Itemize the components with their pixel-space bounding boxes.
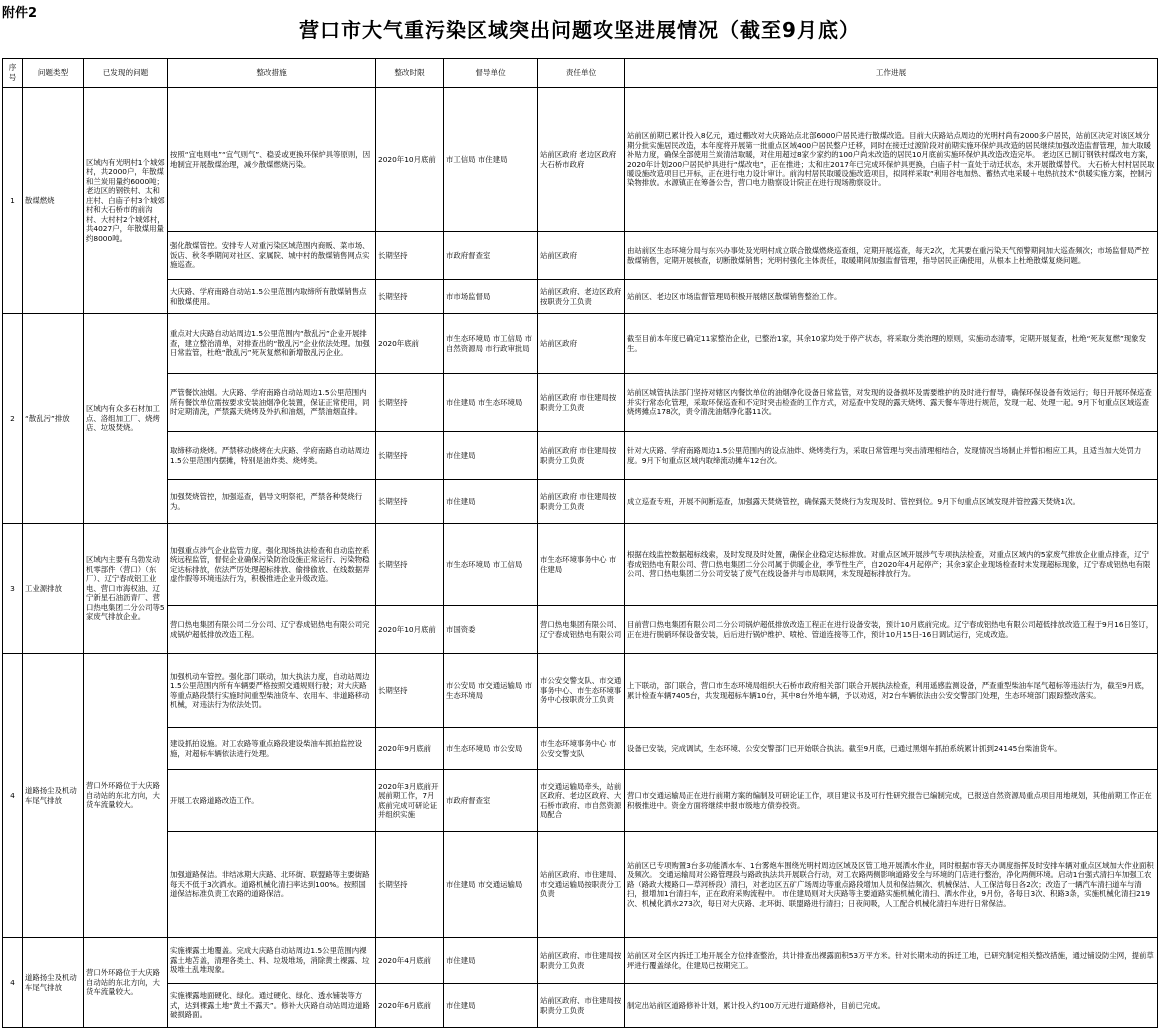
work-progress: 站前区城管执法部门坚持对辖区内餐饮单位的油烟净化设备日常监管，对发现的设备损坏及需要维护的及时进行督导，确保环保设备有效运行；每日开展环保巡查并实行常态化管理，采取环保巡查和不定时突击检查的工作方式，对巡查中发现的露天烧烤、露天餐车等进行规范，发现一起、处理一起。9月下旬重点区域巡查烧烤摊点178次，责令清洗油烟净化器11次。 <box>625 374 1158 432</box>
supervisor-unit: 市国资委 <box>444 606 538 654</box>
rectify-measure: 加强焚烧管控，加强巡查，倡导文明祭祀，严禁各种焚烧行为。 <box>168 480 376 524</box>
work-progress: 营口市交通运输局正在进行前期方案的编制及可研论证工作，项目建议书及可行性研究报告已编制完成，已报送自然资源局重点项目用地规划，其他前期工作正在积极推进中。资金方面将继续申报市级地方债券投资。 <box>625 770 1158 832</box>
deadline: 长期坚持 <box>376 374 444 432</box>
rectify-measure: 加强重点涉气企业监管力度。强化现场执法检查和自动监控系统远程监管，督促企业确保污染防治设施正常运行、污染物稳定达标排放，依法严厉处理超标排放、偷排偷放、在线数据弄虚作假等环境违法行为，积极推进企业升级改造。 <box>168 524 376 606</box>
table-row <box>3 314 1158 374</box>
header-type: 问题类型 <box>23 59 84 88</box>
attachment-label: 附件2 <box>2 6 38 21</box>
problem-type: “散乱污”排放 <box>23 314 84 524</box>
document-title: 营口市大气重污染区域突出问题攻坚进展情况（截至9月底） <box>299 18 860 42</box>
responsible-unit: 站前区政府 市住建局按职责分工负责 <box>538 374 625 432</box>
table-row <box>3 728 1158 770</box>
rectify-measure: 加强道路保洁。非结冰期大庆路、北环街、联盟路等主要街路每天不低于3次洒水。道路机械化清扫率达到100%。按照国道保洁标准负责工农路的道路保洁。 <box>168 832 376 938</box>
problem-type: 道路扬尘及机动车尾气排放 <box>23 938 84 1028</box>
table-row <box>3 832 1158 938</box>
deadline: 2020年底前 <box>376 314 444 374</box>
deadline: 2020年9月底前 <box>376 728 444 770</box>
work-progress: 站前区已专项购置3台多功能洒水车、1台雾炮车围绕光明村周边区域及区管工地开展洒水作业，同时根据市容天办调度指挥及时安排车辆对重点区域加大作业面积及频次。 交通运输局对公路管理段与路政执法共开展联合行动，对工农路两侧影响道路安全与环境的门店进行整治，净化两侧环境。启动1台强式清扫车加强工农路（路政大楼路口—草河桥段）清扫，对老边区五矿广场周边等重点路段增加人员和保洁频次、机械保洁、人工保洁每日各2次；改造了一辆汽车清扫道车与清扫，报增加1台清扫车，正在政府采购流程中。 市住建局则对大庆路等主要道路实施机械化清扫、洒水作业，9月份，各每日3次、积路3条，实施机械化清扫219次、机械化洒水273次，每日对大庆路、北环街、联盟路进行清扫；日夜间吸，人工配合机械化清扫车进行日常保洁。 <box>625 832 1158 938</box>
deadline: 长期坚持 <box>376 232 444 280</box>
work-progress: 上下联动，部门联合，营口市生态环境局组织大石桥市政府相关部门联合开展执法检查，利用遥感监测设备，严查重型柴油车尾气超标等违法行为，截至9月底，累计检查车辆7405台，共发现超标车辆10台，其中8台外地车辆，予以劝返，对2台车辆依法由公安交警部门处理，生态环境部门跟踪整改落实。 <box>625 654 1158 728</box>
supervisor-unit: 市住建局 市交通运输局 <box>444 832 538 938</box>
found-problem: 营口外环路位于大庆路自动站的东北方向，大货车流量较大。 <box>84 654 168 938</box>
deadline: 2020年3月底前开展前期工作，7月底前完成可研论证并组织实施 <box>376 770 444 832</box>
deadline: 长期坚持 <box>376 280 444 314</box>
header-row <box>3 59 1158 88</box>
supervisor-unit: 市住建局 <box>444 938 538 984</box>
responsible-unit: 站前区政府 老边区政府 大石桥市政府 <box>538 88 625 232</box>
row-no: 2 <box>3 314 23 524</box>
responsible-unit: 站前区政府、市住建局按职责分工负责 <box>538 938 625 984</box>
rectify-measure: 严管餐饮油烟。大庆路、学府南路自动站周边1.5公里范围内所有餐饮单位需按要求安装油烟净化装置，保证正常使用，同时定期清洗，严禁露天烧烤及外扒和油烟，严禁油烟直排。 <box>168 374 376 432</box>
deadline: 2020年4月底前 <box>376 938 444 984</box>
table-row <box>3 280 1158 314</box>
rectify-measure: 取缔移动烧烤。严禁移动烧烤在大庆路、学府南路自动站周边1.5公里范围内摆摊，特别是油炸类、烧烤类。 <box>168 432 376 480</box>
responsible-unit: 站前区政府 <box>538 314 625 374</box>
responsible-unit: 站前区政府 市住建局按职责分工负责 <box>538 480 625 524</box>
deadline: 长期坚持 <box>376 654 444 728</box>
supervisor-unit: 市市场监督局 <box>444 280 538 314</box>
responsible-unit: 市生态环境事务中心 市住建局 <box>538 524 625 606</box>
responsible-unit: 市公安交警支队、市交通事务中心、市生态环境事务中心按职责分工负责 <box>538 654 625 728</box>
table-row <box>3 654 1158 728</box>
work-progress: 针对大庆路、学府南路周边1.5公里范围内的设点油炸、烧烤类行为，采取日常管理与突击清理相结合，发现情况当场制止并暂扣相应工具，且适当加大处罚力度。9月下旬重点区域内取缔流动摊车12台次。 <box>625 432 1158 480</box>
rectify-measure: 实施裸露地面硬化、绿化。通过硬化、绿化、透水铺装等方式，达到裸露土地“黄土不露天”。修补大庆路自动站周边道路破损路面。 <box>168 984 376 1028</box>
supervisor-unit: 市工信局 市住建局 <box>444 88 538 232</box>
supervisor-unit: 市住建局 市生态环境局 <box>444 374 538 432</box>
found-problem: 区域内有光明村1个城郊村，共2000户，年散煤和兰炭用量约6000吨；老边区的钢铁村、太和庄村、白庙子村3个城郊村和大石桥市的前沟村、大村村2个城郊村，共4027户，年散煤用量约8000吨。 <box>84 88 168 314</box>
table-row <box>3 524 1158 606</box>
row-no: 4 <box>3 938 23 1028</box>
responsible-unit: 站前区政府 市住建局按职责分工负责 <box>538 432 625 480</box>
responsible-unit: 市交通运输局牵头，站前区政府、老边区政府、大石桥市政府、市自然资源局配合 <box>538 770 625 832</box>
progress-table <box>2 58 1158 1028</box>
supervisor-unit: 市政府督查室 <box>444 770 538 832</box>
supervisor-unit: 市住建局 <box>444 480 538 524</box>
supervisor-unit: 市公安局 市交通运输局 市生态环境局 <box>444 654 538 728</box>
row-no: 4 <box>3 654 23 938</box>
supervisor-unit: 市住建局 <box>444 984 538 1028</box>
work-progress: 制定出站前区道路修补计划，累计投入约100万元进行道路修补，目前已完成。 <box>625 984 1158 1028</box>
header-problem: 已发现的问题 <box>84 59 168 88</box>
work-progress: 成立巡查专班，开展不间断巡查，加强露天焚烧管控，确保露天焚烧行为发现及时、管控到位。9月下旬重点区域发现并管控露天焚烧1次。 <box>625 480 1158 524</box>
work-progress: 由站前区生态环境分局与东兴办事处及光明村成立联合散煤燃烧巡查组，定期开展巡查，每天2次，尤其要在重污染天气预警期间加大巡查频次；市场监督局严控散煤销售，定期开展核查，切断散煤销售；光明村强化主体责任，取暖期间加强监督管理，指导居民正确使用，从根本上杜绝散煤复烧问题。 <box>625 232 1158 280</box>
responsible-unit: 站前区政府、老边区政府按职责分工负责 <box>538 280 625 314</box>
problem-type: 工业源排放 <box>23 524 84 654</box>
header-no: 序号 <box>3 59 23 88</box>
responsible-unit: 市生态环境事务中心 市公安交警支队 <box>538 728 625 770</box>
deadline: 长期坚持 <box>376 480 444 524</box>
work-progress: 设备已安装，完成调试，生态环境、公安交警部门已开始联合执法。截至9月底，已通过黑烟车抓拍系统累计抓到24145台柴油货车。 <box>625 728 1158 770</box>
table-row <box>3 984 1158 1028</box>
responsible-unit: 站前区政府 <box>538 232 625 280</box>
responsible-unit: 站前区政府、市住建局按职责分工负责 <box>538 984 625 1028</box>
table-row <box>3 770 1158 832</box>
table-row <box>3 88 1158 232</box>
work-progress: 目前营口热电集团有限公司二分公司锅炉超低排放改造工程正在进行设备安装，预计10月底前完成。辽宁春成铝热电有限公司超低排放改造工程于9月16日签订，正在进行脱硝环保设备安装，后后进行锅炉维护、喷枪、管道连接等工作，预计10月15日-16日调试运行，完成改造。 <box>625 606 1158 654</box>
table-row <box>3 480 1158 524</box>
responsible-unit: 站前区政府、市住建局、市交通运输局按职责分工负责 <box>538 832 625 938</box>
deadline: 长期坚持 <box>376 524 444 606</box>
deadline: 2020年10月底前 <box>376 88 444 232</box>
deadline: 长期坚持 <box>376 832 444 938</box>
table-row <box>3 432 1158 480</box>
table-row <box>3 938 1158 984</box>
rectify-measure: 开展工农路道路改造工作。 <box>168 770 376 832</box>
deadline: 2020年10月底前 <box>376 606 444 654</box>
header-responsible: 责任单位 <box>538 59 625 88</box>
table-row <box>3 232 1158 280</box>
deadline: 长期坚持 <box>376 432 444 480</box>
found-problem: 营口外环路位于大庆路自动站的东北方向，大货车流量较大。 <box>84 938 168 1028</box>
problem-type: 道路扬尘及机动车尾气排放 <box>23 654 84 938</box>
row-no: 1 <box>3 88 23 314</box>
rectify-measure: 营口热电集团有限公司二分公司、辽宁春成铝热电有限公司完成锅炉超低排放改造工程。 <box>168 606 376 654</box>
supervisor-unit: 市生态环境局 市工信局 <box>444 524 538 606</box>
header-measure: 整改措施 <box>168 59 376 88</box>
found-problem: 区域内有众多石材加工点、洛组加工厂、烧烤店、垃圾焚烧。 <box>84 314 168 524</box>
rectify-measure: 建设抓拍设施。对工农路等重点路段建设柴油车抓拍监控设施，对超标车辆依法进行处理。 <box>168 728 376 770</box>
supervisor-unit: 市生态环境局 市工信局 市自然资源局 市行政审批局 <box>444 314 538 374</box>
table-row <box>3 606 1158 654</box>
rectify-measure: 强化散煤管控。安排专人对重污染区域范围内商贩、菜市场、饭店、秋冬季期间对社区、家属院、城中村的散煤销售网点实施巡查。 <box>168 232 376 280</box>
work-progress: 站前区前期已累计投入8亿元，通过棚改对大庆路站点北部6000户居民进行散煤改造。目前大庆路站点周边的光明村尚有2000多户居民，站前区决定对该区域分期分批实施居民改造，本年度将开展第一批重点区域400户居民整户迁移，同时在接迁过渡阶段对前期实施环保炉具改造的居民继续加强改造监督管理，加大取暖补贴力度，确保全部使用兰炭清洁取暖，对住用超过8家少家约的100户尚未改造的居民10月底前实施环保炉具改造改造完毕。 老边区已制订钢铁村煤改电方案，2020年计划200户居民炉具进行“煤改电”，正在推进；太和庄2017年已完成环保炉具更换，白庙子村一直处于动迁状态，未开展散煤替代。 大石桥大村村居民取暖设施改造项目已开标，正在进行电力设计审计。前沟村居民取暖设施改造项目，拟同样采取“利用谷电加热、蓄热式电采暖＋电热抗技术”供暖实施方案，控制污染物排放。水源镇正在筹备公告，营口电力勘察设计院正在进行现场勘察设计。 <box>625 88 1158 232</box>
table-row <box>3 374 1158 432</box>
header-deadline: 整改时限 <box>376 59 444 88</box>
header-supervisor: 督导单位 <box>444 59 538 88</box>
work-progress: 根据在线监控数据超标线索，及时发现及时处置，确保企业稳定达标排放。对重点区域开展涉气专项执法检查，对重点区域内的5家废气排放企业重点排查，辽宁春成铝热电有限公司、营口热电集团二分公司属于供暖企业，季节性生产，自2020年4月起停产；其余3家企业现场检查时未发现超标现象，辽宁春成铝热电有限公司、营口热电集团二分公司安装了废气在线设备并与市局联网，未发现超标排放行为。 <box>625 524 1158 606</box>
supervisor-unit: 市生态环境局 市公安局 <box>444 728 538 770</box>
row-no: 3 <box>3 524 23 654</box>
found-problem: 区域内主要有乌勃发动机零部件（营口）（东厂）、辽宁春成铝工业电、营口市海权油、辽宁新星石油沥青厂、营口热电集团二分公司等5家废气排放企业。 <box>84 524 168 654</box>
supervisor-unit: 市政府督查室 <box>444 232 538 280</box>
rectify-measure: 按照“宜电则电”“宜气则气”、稳妥或更换环保炉具等原则，因地制宜开展散煤治理，减少散煤燃烧污染。 <box>168 88 376 232</box>
deadline: 2020年6月底前 <box>376 984 444 1028</box>
work-progress: 站前区、老边区市场监督管理局积极开展辖区散煤销售整治工作。 <box>625 280 1158 314</box>
work-progress: 截至目前本年度已确定11家整治企业，已整治1家，其余10家均处于停产状态，将采取分类治理的原则，实施动态清零，定期开展复查，杜绝“死灰复燃”现象发生。 <box>625 314 1158 374</box>
rectify-measure: 加强机动车管控。强化部门联动，加大执法力度，自动站周边1.5公里范围内所有车辆要严格按照交通规则行驶；对大庆路等重点路段禁行实施时间重型柴油货车、农用车、非道路移动机械，对违法行为依法处罚。 <box>168 654 376 728</box>
rectify-measure: 大庆路、学府南路自动站1.5公里范围内取缔所有散煤销售点和散煤使用。 <box>168 280 376 314</box>
supervisor-unit: 市住建局 <box>444 432 538 480</box>
rectify-measure: 实施裸露土地覆盖。完成大庆路自动站周边1.5公里范围内裸露土地苫盖，清理各类土、料、垃圾堆场，消除黄土裸露、垃圾堆土乱堆现象。 <box>168 938 376 984</box>
header-progress: 工作进展 <box>625 59 1158 88</box>
work-progress: 站前区对全区内拆迁工地开展全方位排查整治，共计排查出裸露面积53万平方米。针对长期未动的拆迁工地，已研究制定相关整改措施，通过铺设防尘网，提前草坪进行覆盖绿化，住建局已按期完工。 <box>625 938 1158 984</box>
responsible-unit: 营口热电集团有限公司、辽宁春成铝热电有限公司 <box>538 606 625 654</box>
rectify-measure: 重点对大庆路自动站周边1.5公里范围内“散乱污”企业开展排查，建立整治清单，对排查出的“散乱污”企业依法处理。加强日常监管，杜绝“散乱污”死灰复燃和新增散乱污企业。 <box>168 314 376 374</box>
problem-type: 散煤燃烧 <box>23 88 84 314</box>
